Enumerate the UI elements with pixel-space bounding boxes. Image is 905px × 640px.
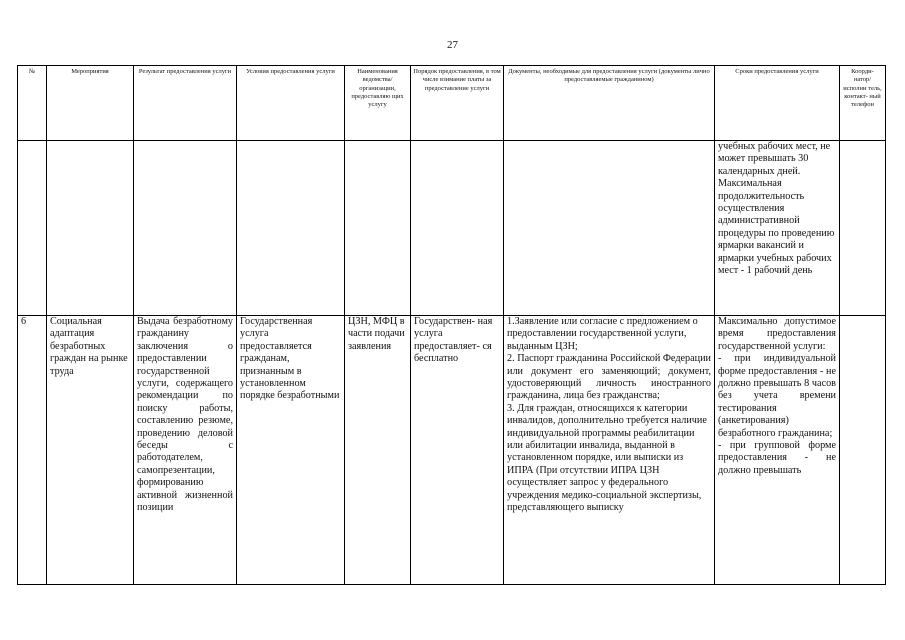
table-row: [18, 141, 886, 316]
page-number: 27: [447, 39, 458, 51]
terms-item-3: - при групповой форме предоставления - не должно превышать: [718, 440, 836, 476]
cell-terms: [715, 141, 840, 316]
cell-coordinator: [840, 141, 886, 316]
cell-conditions: [237, 141, 345, 316]
cell-result: [134, 141, 237, 316]
header-coordinator: Коорди- натор/ исполни тель, контакт- ный телефон: [840, 66, 886, 141]
document-item-3: 3. Для граждан, относящихся к категории инвалидов, дополнительно требуется наличие индивидуальной программы реабилитации или абилитации инвалида, выданной в установленном порядке, или выписки из ИПРА (При отсутствии ИПРА ЦЗН осуществляет запрос у федерального учреждения медико-социальной экспертизы, представляющего выписку: [507, 402, 707, 514]
cell-event: Социальная адаптация безработных граждан на рынке труда: [47, 316, 134, 585]
table-row: [18, 316, 886, 585]
cell-payment: [411, 141, 504, 316]
services-table: [17, 65, 886, 585]
cell-documents: [504, 141, 715, 316]
cell-agency: ЦЗН, МФЦ в части подачи заявления: [345, 316, 411, 585]
cell-result: [134, 316, 237, 585]
header-terms: Сроки предоставления услуги: [715, 66, 840, 141]
cell-coordinator: [840, 316, 886, 585]
cell-conditions: Государственная услуга предоставляется гражданам, признанным в установленном порядке безработными: [237, 316, 345, 585]
document-item-2: 2. Паспорт гражданина Российской Федерации или документ его заменяющий; документ, удостоверяющий личность иностранного гражданина, лица без гражданства;: [507, 353, 711, 402]
table-header-row: [18, 66, 886, 141]
cell-payment: Государствен- ная услуга предоставляет- ся бесплатно: [411, 316, 504, 585]
header-event: Мероприятия: [47, 66, 134, 141]
header-documents: Документы, необходимые для предоставления услуги (документы лично предоставляемые гражданином): [504, 66, 715, 141]
result-text: Выдача безработному гражданину заключения о предоставлении государственной услуги, содержащего рекомендации по поиску работы, составлению резюме, проведению деловой беседы с работодателем, самопрезентации, формированию активной жизненной позиции: [137, 316, 233, 514]
header-payment: Порядок предоставления, в том числе взимание платы за предоставление услуги: [411, 66, 504, 141]
cell-event: [47, 141, 134, 316]
cell-agency: [345, 141, 411, 316]
cell-number: 6: [18, 316, 47, 585]
cell-terms: [715, 316, 840, 585]
terms-item-1: Максимально допустимое время предоставления государственной услуги:: [718, 316, 836, 352]
document-item-1: 1.Заявление или согласие с предложением о предоставлении государственной услуги, выданным ЦЗН;: [507, 316, 698, 352]
cell-number: [18, 141, 47, 316]
documents-text: [507, 316, 711, 515]
terms-item-2: - при индивидуальной форме предоставления - не должно превышать 8 часов без учета времени тестирования (анкетирования) безработного гражданина;: [718, 353, 836, 439]
header-number: №: [18, 66, 47, 141]
terms-text: учебных рабочих мест, не может превышать 30 календарных дней. Максимальная продолжительность осуществления административной процедуры по проведению ярмарки вакансий и ярмарки учебных рабочих мест - 1 рабочий день: [718, 141, 835, 277]
header-agency: Наименования ведомства/ организации, предоставляю щих услугу: [345, 66, 411, 141]
header-conditions: Условия предоставления услуги: [237, 66, 345, 141]
header-result: Результат предоставления услуги: [134, 66, 237, 141]
cell-documents: [504, 316, 715, 585]
terms-text: [718, 316, 836, 477]
